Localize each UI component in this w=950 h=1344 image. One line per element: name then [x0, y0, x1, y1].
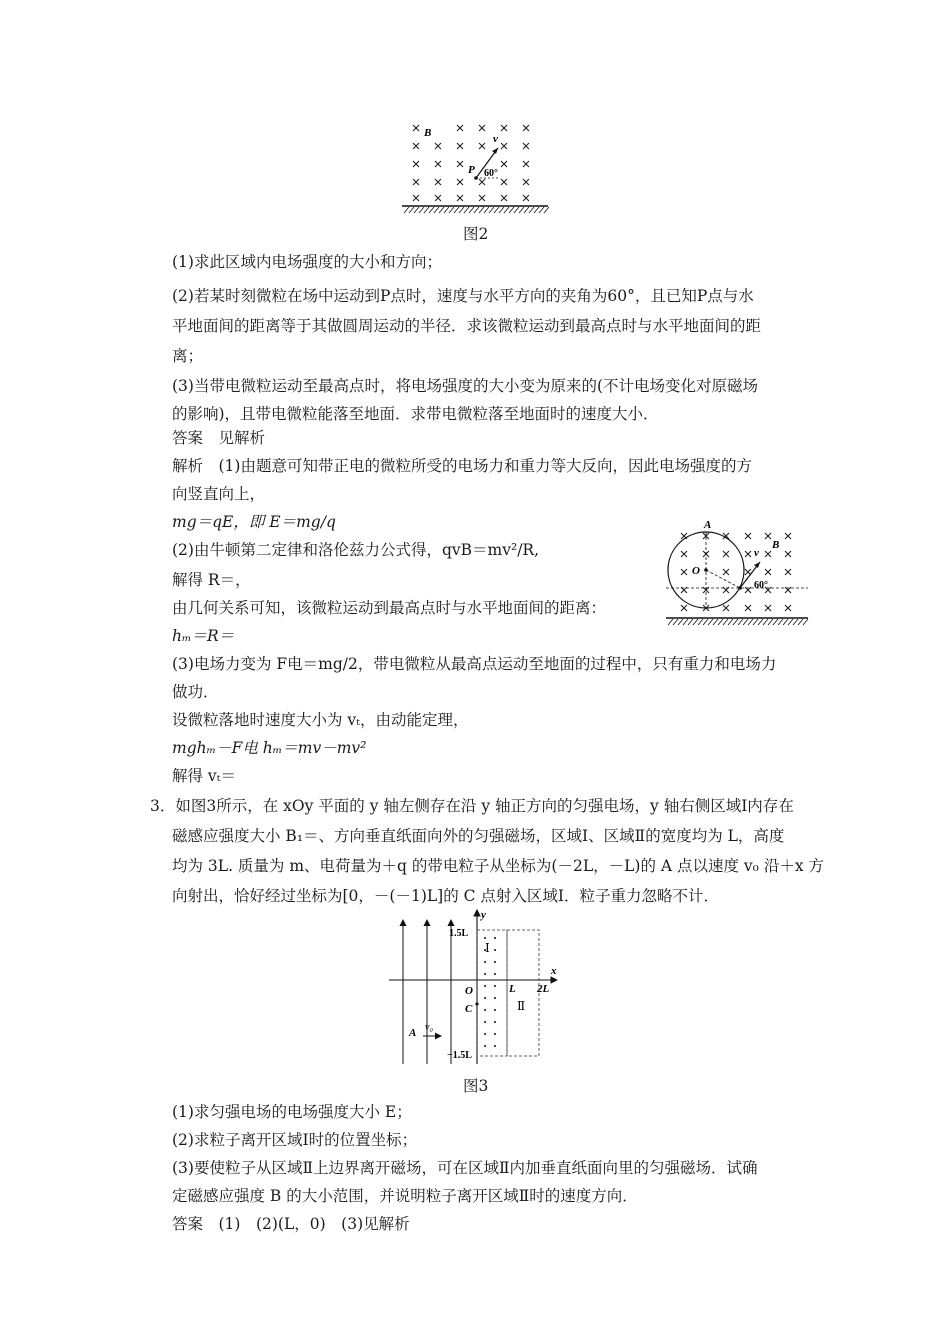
tick-1.5L: 1.5L: [449, 928, 469, 939]
figure-3: [385, 908, 567, 1068]
q3-part3-line2: 定磁感应强度 B 的大小范围，并说明粒子离开区域Ⅱ时的速度方向．: [172, 1187, 638, 1205]
ground-hatch: [404, 207, 549, 213]
ground-hatch: [668, 619, 808, 625]
q3-answer: 答案 (1) (2)(L，0) (3)见解析: [172, 1215, 410, 1233]
figure2-caption: 图2: [463, 225, 489, 243]
q2-equation-2: hₘ＝R＝: [172, 627, 235, 645]
q2-equation-3: mghₘ－F电 hₘ＝mv－mv²: [172, 739, 367, 757]
label-B: B: [772, 539, 780, 551]
point-A: A: [409, 1027, 417, 1039]
q2-part2-line1: (2)若某时刻微粒在场中运动到P点时，速度与水平方向的夹角为60°，且已知P点与水: [172, 287, 754, 305]
q3-line2: 磁感应强度大小 B₁＝、方向垂直纸面向外的匀强磁场，区域Ⅰ、区域Ⅱ的宽度均为 L，高度: [172, 827, 785, 845]
tick-2L: 2L: [537, 983, 550, 995]
q3-part2: (2)求粒子离开区域Ⅰ时的位置坐标；: [172, 1131, 418, 1149]
q2-solution-line3: (2)由牛顿第二定律和洛伦兹力公式得，qvB＝mv²/R,: [172, 541, 540, 559]
q2-part3-line1: (3)当带电微粒运动至最高点时，将电场强度的大小变为原来的(不计电场变化对原磁场: [172, 377, 759, 395]
q2-solution-line7: 做功．: [172, 683, 219, 701]
region-I: [477, 930, 507, 1056]
q3-line1: 3．如图3所示，在 xOy 平面的 y 轴左侧存在沿 y 轴正方向的匀强电场，y 轴右侧区域Ⅰ内存在: [150, 797, 794, 815]
angle-label: 60°: [484, 168, 498, 179]
figure3-caption: 图3: [463, 1077, 489, 1095]
label-B: B: [424, 127, 432, 139]
q2-solution-line1: 解析 (1)由题意可知带正电的微粒所受的电场力和重力等大反向，因此电场强度的方: [172, 457, 752, 475]
q2-part2-line3: 离；: [172, 347, 204, 365]
q2-solution-line9: 解得 vₜ＝: [172, 767, 237, 785]
center-O: [704, 568, 708, 572]
q3-part1: (1)求匀强电场的电场强度大小 E；: [172, 1103, 412, 1121]
angle-label: 60°: [754, 580, 768, 591]
q2-solution-line5: 由几何关系可知，该微粒运动到最高点时与水平地面间的距离：: [172, 599, 607, 617]
point-C: C: [465, 1003, 473, 1015]
trajectory-figure: [664, 518, 810, 630]
q3-line3: 均为 3L. 质量为 m、电荷量为＋q 的带电粒子从坐标为(－2L，－L)的 A 点以速度 v₀ 沿＋x 方: [172, 857, 824, 875]
q2-part3-line2: 的影响)，且带电微粒能落至地面．求带电微粒落至地面时的速度大小．: [172, 405, 659, 423]
q2-solution-line4: 解得 R＝，: [172, 571, 251, 589]
origin-O: O: [465, 985, 473, 997]
figure-2: [400, 118, 550, 214]
y-label: y: [481, 909, 486, 921]
tick-minus-1.5L: −1.5L: [447, 1050, 472, 1061]
q3-part3-line1: (3)要使粒子从区域Ⅱ上边界离开磁场，可在区域Ⅱ内加垂直纸面向里的匀强磁场．试确: [172, 1159, 758, 1177]
q2-solution-line2: 向竖直向上，: [172, 485, 266, 503]
label-P: P: [468, 164, 475, 176]
label-v: v: [754, 547, 759, 559]
region-I-label: Ⅰ: [485, 941, 490, 955]
label-v: v: [493, 133, 498, 145]
q2-part1: (1)求此区域内电场强度的大小和方向；: [172, 253, 442, 271]
tick-L: L: [509, 983, 516, 995]
region-II-label: Ⅱ: [517, 999, 526, 1013]
q3-line4: 向射出，恰好经过坐标为[0，－(－1)L]的 C 点射入区域Ⅰ．粒子重力忽略不计．: [172, 887, 720, 905]
q2-equation-1: mg＝qE，即 E＝mg/q: [172, 513, 336, 531]
v0-label: v₀: [425, 1022, 433, 1033]
q2-answer: 答案 见解析: [172, 429, 266, 447]
x-label: x: [551, 965, 557, 977]
q2-solution-line8: 设微粒落地时速度大小为 vₜ，由动能定理，: [172, 711, 469, 729]
label-A: A: [704, 519, 712, 531]
q2-solution-line6: (3)电场力变为 F电＝mg/2，带电微粒从最高点运动至地面的过程中，只有重力和电场力: [172, 655, 777, 673]
q2-part2-line2: 平地面间的距离等于其做圆周运动的半径．求该微粒运动到最高点时与水平地面间的距: [172, 317, 762, 335]
label-O: O: [692, 565, 700, 577]
